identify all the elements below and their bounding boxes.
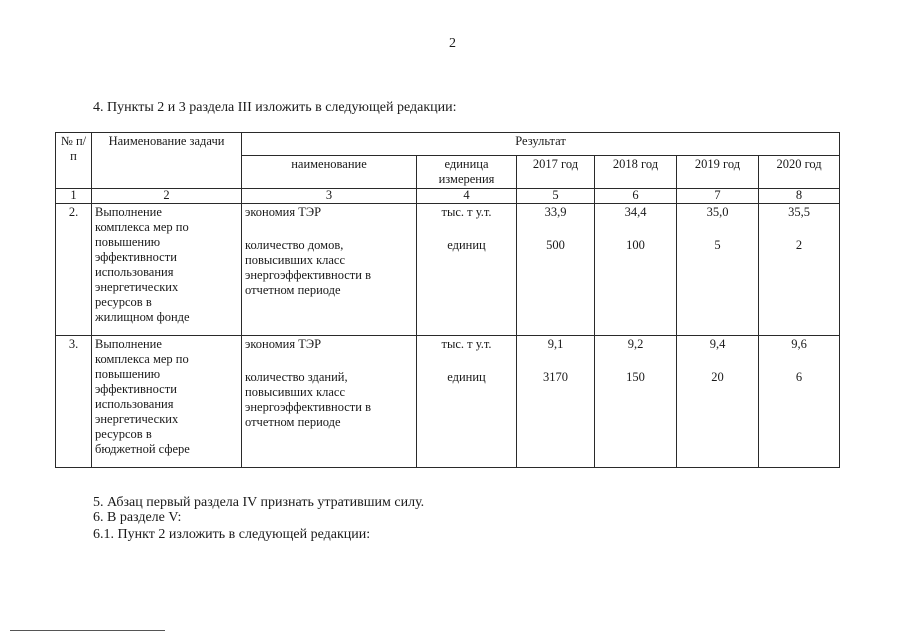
value-2018 (595, 336, 677, 468)
task-line: эффективности (95, 250, 177, 264)
task-line: комплекса мер по (95, 352, 189, 366)
header-year-2018: 2018 год (595, 156, 677, 189)
task-line: Выполнение (95, 205, 162, 219)
value: 9,4 (709, 337, 726, 351)
indicator-name: количество домов, повысивших класс энергоэффективности в отчетном периоде (245, 238, 371, 297)
task-name (92, 336, 242, 468)
indicator-unit: тыс. т у.т. (441, 337, 492, 351)
task-line: эффективности (95, 382, 177, 396)
header-task: Наименование задачи (92, 133, 242, 189)
value: 150 (626, 370, 645, 384)
task-line: ресурсов в (95, 295, 152, 309)
task-line: бюджетной сфере (95, 442, 190, 456)
indicator-name: количество зданий, повысивших класс энергоэффективности в отчетном периоде (245, 370, 371, 429)
header-year-2017: 2017 год (517, 156, 595, 189)
value-2020 (759, 336, 840, 468)
col-number: 8 (759, 189, 840, 204)
task-line: энергетических (95, 280, 179, 294)
col-number: 7 (677, 189, 759, 204)
paragraph-6: 6. В разделе V: (93, 510, 182, 525)
value: 20 (711, 370, 724, 384)
value-2020 (759, 204, 840, 336)
task-line: ресурсов в (95, 427, 152, 441)
value: 100 (626, 238, 645, 252)
indicator-name: экономия ТЭР (245, 337, 322, 351)
header-unit: единица измерения (417, 156, 517, 189)
value: 3170 (543, 370, 568, 384)
header-year-2020: 2020 год (759, 156, 840, 189)
value: 6 (795, 370, 803, 384)
value: 9,6 (791, 337, 807, 351)
page-number: 2 (449, 36, 456, 51)
column-numbers-row (56, 189, 840, 204)
col-number: 5 (517, 189, 595, 204)
header-result: Результат (242, 133, 840, 156)
row-num: 3. (56, 336, 92, 468)
task-line: Выполнение (95, 337, 162, 351)
header-year-2019: 2019 год (677, 156, 759, 189)
value-2018 (595, 204, 677, 336)
value: 33,9 (544, 205, 567, 219)
footnote-divider (10, 630, 165, 631)
task-line: использования (95, 397, 174, 411)
indicator-names (242, 204, 417, 336)
paragraph-6-1: 6.1. Пункт 2 изложить в следующей редакции: (93, 527, 371, 542)
task-line: повышению (95, 367, 161, 381)
task-name (92, 204, 242, 336)
task-line: жилищном фонде (95, 310, 190, 324)
indicator-unit: единиц (447, 238, 486, 252)
col-number: 3 (242, 189, 417, 204)
table-row (56, 336, 840, 468)
indicator-unit: единиц (447, 370, 486, 384)
indicator-unit: тыс. т у.т. (441, 205, 492, 219)
header-name: наименование (242, 156, 417, 189)
paragraph-5: 5. Абзац первый раздела IV признать утратившим силу. (93, 495, 425, 510)
value-2017 (517, 204, 595, 336)
value-2017 (517, 336, 595, 468)
value: 35,5 (788, 205, 810, 219)
indicator-name: экономия ТЭР (245, 205, 322, 219)
value: 2 (795, 238, 803, 252)
task-line: комплекса мер по (95, 220, 189, 234)
header-num: № п/п (56, 133, 92, 189)
table-header-row (56, 133, 840, 156)
task-line: энергетических (95, 412, 179, 426)
value: 35,0 (706, 205, 729, 219)
col-number: 6 (595, 189, 677, 204)
value: 9,1 (547, 337, 564, 351)
indicator-units (417, 204, 517, 336)
intro-paragraph: 4. Пункты 2 и 3 раздела III изложить в следующей редакции: (93, 100, 457, 115)
table-row (56, 204, 840, 336)
value-2019 (677, 204, 759, 336)
value: 9,2 (627, 337, 644, 351)
task-line: повышению (95, 235, 161, 249)
results-table (55, 132, 840, 468)
row-num: 2. (56, 204, 92, 336)
indicator-names (242, 336, 417, 468)
value: 34,4 (624, 205, 647, 219)
value-2019 (677, 336, 759, 468)
col-number: 1 (56, 189, 92, 204)
indicator-units (417, 336, 517, 468)
value: 5 (714, 238, 721, 252)
value: 500 (546, 238, 565, 252)
task-line: использования (95, 265, 174, 279)
col-number: 4 (417, 189, 517, 204)
col-number: 2 (92, 189, 242, 204)
